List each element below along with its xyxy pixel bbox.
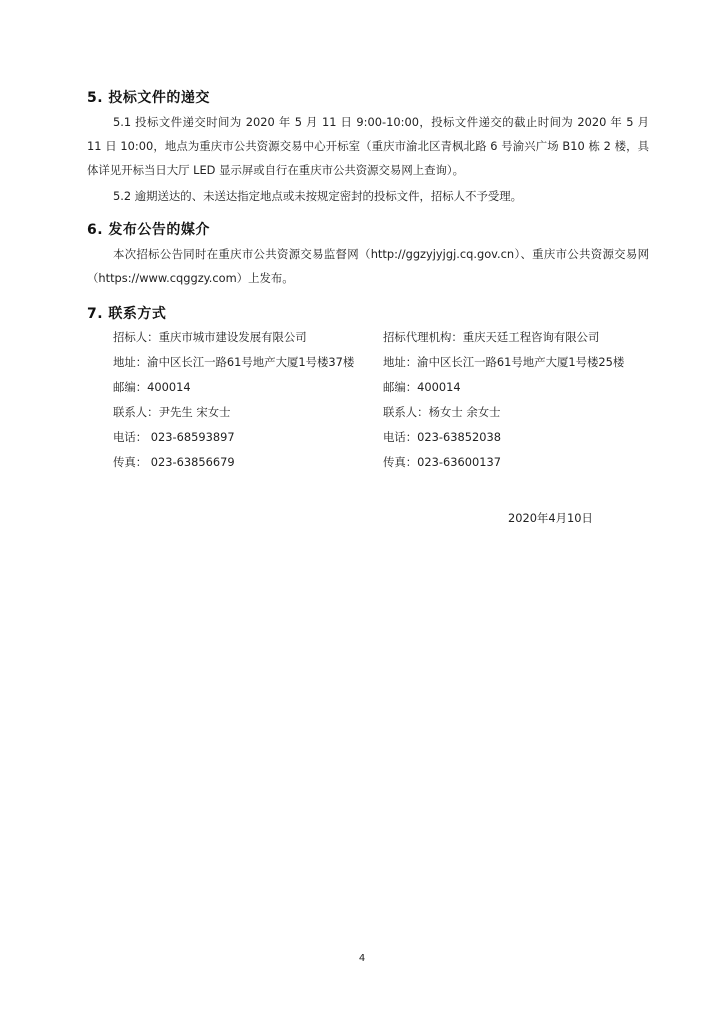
document-date: 2020年4月10日: [508, 511, 593, 525]
agency-contact: 联系人：杨女士 余女士: [383, 405, 501, 419]
section-7-heading: 7. 联系方式: [87, 306, 167, 322]
contact-row-contact-person: [113, 404, 653, 424]
tenderer-address: 地址：渝中区长江一路61号地产大厦1号楼37楼: [113, 355, 355, 369]
section-5-paragraph-1: 5.1 投标文件递交时间为 2020 年 5 月 11 日 9:00-10:00，投标文件递交的截止时间为 2020 年 5 月 11 日 10:00，地点为重庆市公共资源交易中心开标室（重庆市渝北区青枫北路 6 号渝兴广场 B10 栋 2 楼，具体详见开标当日大厅 LED 显示屏或自行在重庆市公共资源交易网上查询）。: [87, 115, 649, 177]
section-6-paragraph-1: 本次招标公告同时在重庆市公共资源交易监督网（http://ggzyjyjgj.cq.gov.cn）、重庆市公共资源交易网（https://www.cqggzy.com）上发布。: [87, 247, 649, 285]
tenderer-phone: 电话： 023-68593897: [113, 430, 235, 444]
tenderer-postcode: 邮编：400014: [113, 380, 191, 394]
tenderer-name: 招标人：重庆市城市建设发展有限公司: [113, 330, 307, 344]
agency-postcode: 邮编：400014: [383, 380, 461, 394]
contact-row-fax: [113, 454, 653, 474]
contact-row-address: [113, 354, 653, 374]
page-number: 4: [358, 953, 366, 964]
section-5-paragraph-2: 5.2 逾期送达的、未送达指定地点或未按规定密封的投标文件，招标人不予受理。: [113, 189, 523, 203]
contact-row-postcode: [113, 379, 653, 399]
section-6-heading: 6. 发布公告的媒介: [87, 222, 210, 238]
section-5-heading: 5. 投标文件的递交: [87, 90, 210, 106]
agency-address: 地址：渝中区长江一路61号地产大厦1号楼25楼: [383, 355, 625, 369]
agency-phone: 电话：023-63852038: [383, 430, 502, 444]
agency-name: 招标代理机构：重庆天廷工程咨询有限公司: [383, 330, 600, 344]
agency-fax: 传真：023-63600137: [383, 455, 502, 469]
contact-row-phone: [113, 429, 653, 449]
tenderer-fax: 传真： 023-63856679: [113, 455, 235, 469]
contact-row-organization: [113, 329, 653, 349]
tenderer-contact: 联系人：尹先生 宋女士: [113, 405, 231, 419]
